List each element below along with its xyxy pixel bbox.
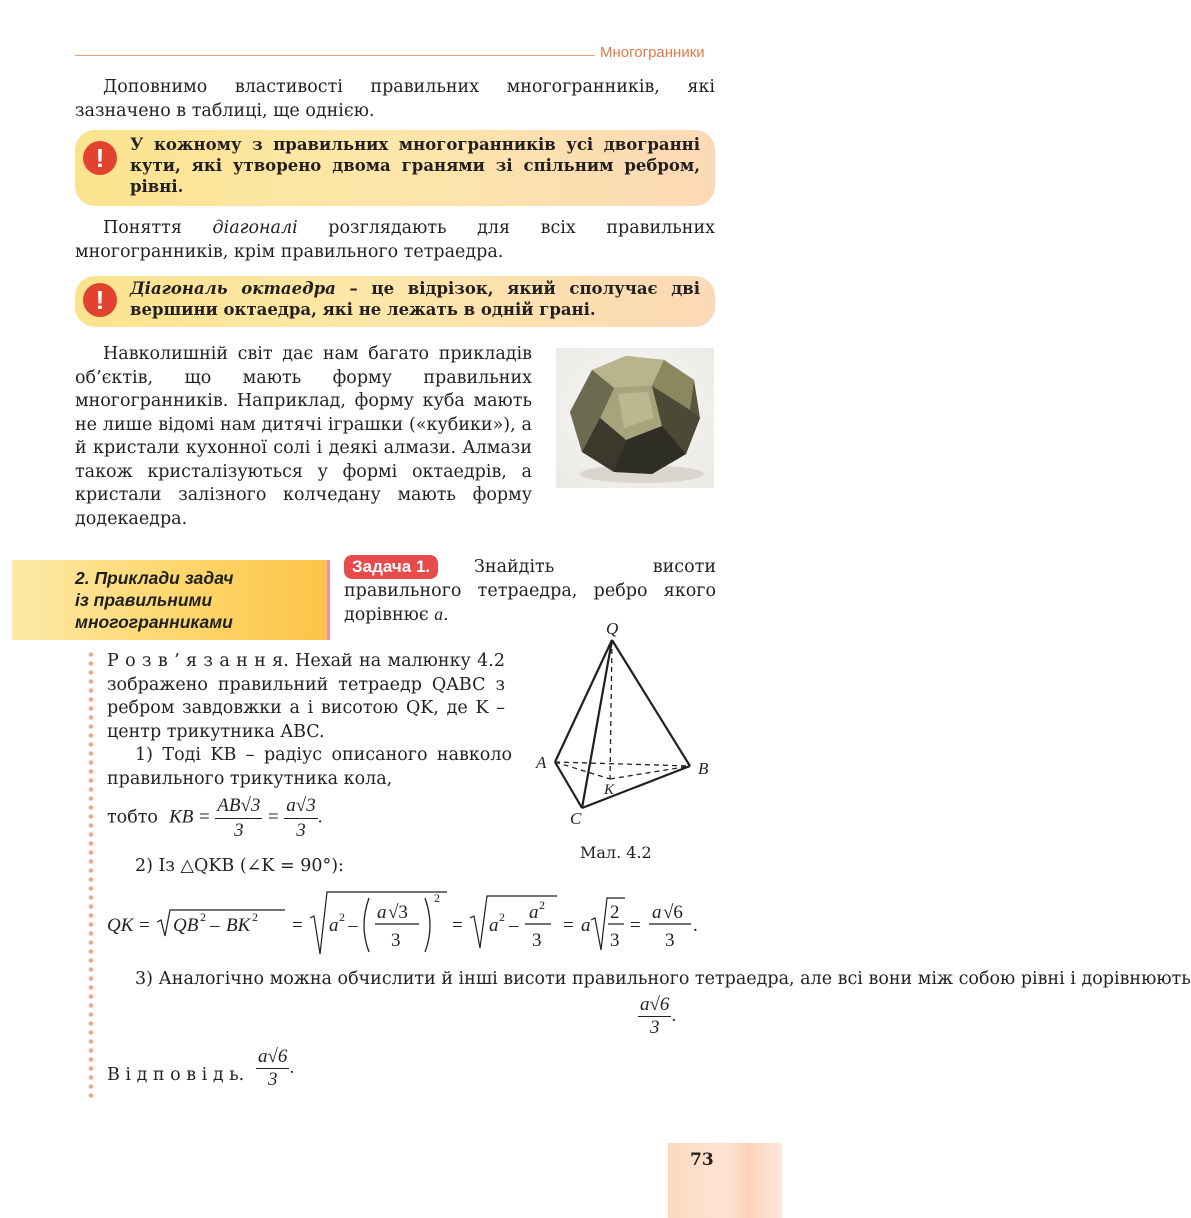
solution-intro: Р о з в ’ я з а н н я. Нехай на малюнку 4.2 зображено правильний тетраедр QABC з ребром завдовжки a і висотою QK, де K – центр трикутника ABC. (107, 651, 505, 742)
edge-QB (612, 640, 690, 766)
svg-text:2: 2 (499, 910, 505, 924)
figure-caption: Мал. 4.2 (580, 843, 652, 862)
svg-text:3: 3 (665, 930, 675, 951)
svg-text:a: a (581, 915, 591, 936)
label-Q: Q (606, 619, 619, 638)
page-number: 73 (690, 1150, 714, 1170)
svg-text:–: – (348, 915, 358, 936)
edge-AB-hidden (555, 762, 690, 766)
answer-label: В і д п о в і д ь. (107, 1065, 245, 1085)
svg-text:–: – (210, 915, 220, 936)
height-QK (610, 640, 612, 779)
svg-text:2: 2 (539, 898, 545, 912)
svg-text:√6: √6 (663, 902, 683, 923)
callout-dihedral-text: У кожному з правильних многогранників усі двогранні кути, які утворено двома гранями зі спільним ребром, рівні. (130, 135, 700, 196)
svg-text:3: 3 (610, 930, 620, 951)
solution-step2-formula (107, 888, 717, 958)
label-B: B (698, 759, 709, 778)
page-corner-strip (668, 1143, 782, 1218)
diagonal-paragraph: Поняття діагоналі розглядають для всіх правильних многогранників, крім правильного тетраедра. (75, 218, 715, 262)
edge-CB (582, 766, 690, 808)
svg-text:3: 3 (532, 930, 542, 951)
solution-step3: 3) Аналогічно можна обчислити й інші висоти правильного тетраедра, але всі вони між собою рівні і дорівнюють (135, 969, 1191, 989)
pyrite-crystal-image (556, 348, 714, 488)
task-text: Знайдіть висоти правильного тетраедра, ребро якого дорівнює a. (344, 557, 716, 625)
svg-text:=: = (139, 915, 150, 936)
svg-text:2: 2 (252, 910, 258, 924)
svg-text:QB: QB (173, 915, 199, 936)
intro-paragraph: Доповнимо властивості правильних многогранників, які зазначено в таблиці, ще однією. (75, 77, 715, 121)
label-C: C (570, 809, 582, 828)
svg-text:a: a (529, 902, 539, 923)
callout-octahedron-text: Діагональ октаедра – це відрізок, який сполучає дві вершини октаедра, які не лежать в одній грані. (130, 279, 700, 319)
label-K: K (604, 782, 615, 798)
solution-step1: 1) Тоді KB – радіус описаного навколо правильного трикутника кола, (107, 745, 512, 789)
answer-value: $\frac{a√6}{3}$ . (258, 1046, 295, 1090)
svg-text:a: a (652, 902, 662, 923)
svg-text:2: 2 (200, 910, 206, 924)
task-badge: Задача 1. (344, 555, 438, 579)
svg-text:BK: BK (226, 915, 251, 936)
svg-text:2: 2 (610, 902, 620, 923)
svg-text:=: = (292, 915, 303, 936)
header-rule (75, 55, 595, 56)
svg-text:a: a (489, 915, 499, 936)
svg-text:QK: QK (107, 915, 134, 936)
svg-text:2: 2 (339, 910, 345, 924)
dotted-margin (88, 650, 94, 1100)
svg-text:.: . (693, 915, 698, 936)
svg-text:=: = (630, 915, 641, 936)
svg-text:3: 3 (391, 930, 401, 951)
exclamation-icon: ! (83, 283, 117, 317)
edge-AC (555, 762, 582, 808)
solution-step1-formula: тобто KB = $\frac{AB√3}{3}$ = $\frac{a√3}{3}$ . (107, 795, 323, 841)
svg-text:–: – (509, 915, 519, 936)
svg-text:a: a (377, 902, 387, 923)
exclamation-icon: ! (83, 141, 117, 175)
running-header: Многогранники (600, 44, 705, 61)
diagonal-term: діагоналі (212, 218, 298, 238)
svg-text:=: = (452, 915, 463, 936)
label-A: A (536, 753, 547, 772)
figure-tetrahedron (530, 616, 730, 836)
segment-KB (610, 766, 690, 779)
world-paragraph: Навколишній світ дає нам багато прикладів об’єктів, що мають форму правильних многогранників. Наприклад, форму куба мають не лише відомі нам дитячі іграшки («кубики»), а й кристали кухонної солі і деякі алмази. Алмази також кристалізуються у формі октаедрів, а кристали залізного колчедану мають форму додекаедра. (75, 344, 532, 529)
svg-text:2: 2 (434, 891, 440, 905)
svg-text:√3: √3 (388, 902, 408, 923)
svg-text:a: a (329, 915, 339, 936)
section-title: 2. Приклади задач із правильними многогранниками (75, 568, 234, 632)
step3-result: $\frac{a√6}{3}$ . (640, 994, 677, 1038)
edge-QA (555, 640, 612, 762)
solution-step2: 2) Із △QKB (∠K = 90°): (135, 856, 344, 876)
svg-text:=: = (563, 915, 574, 936)
